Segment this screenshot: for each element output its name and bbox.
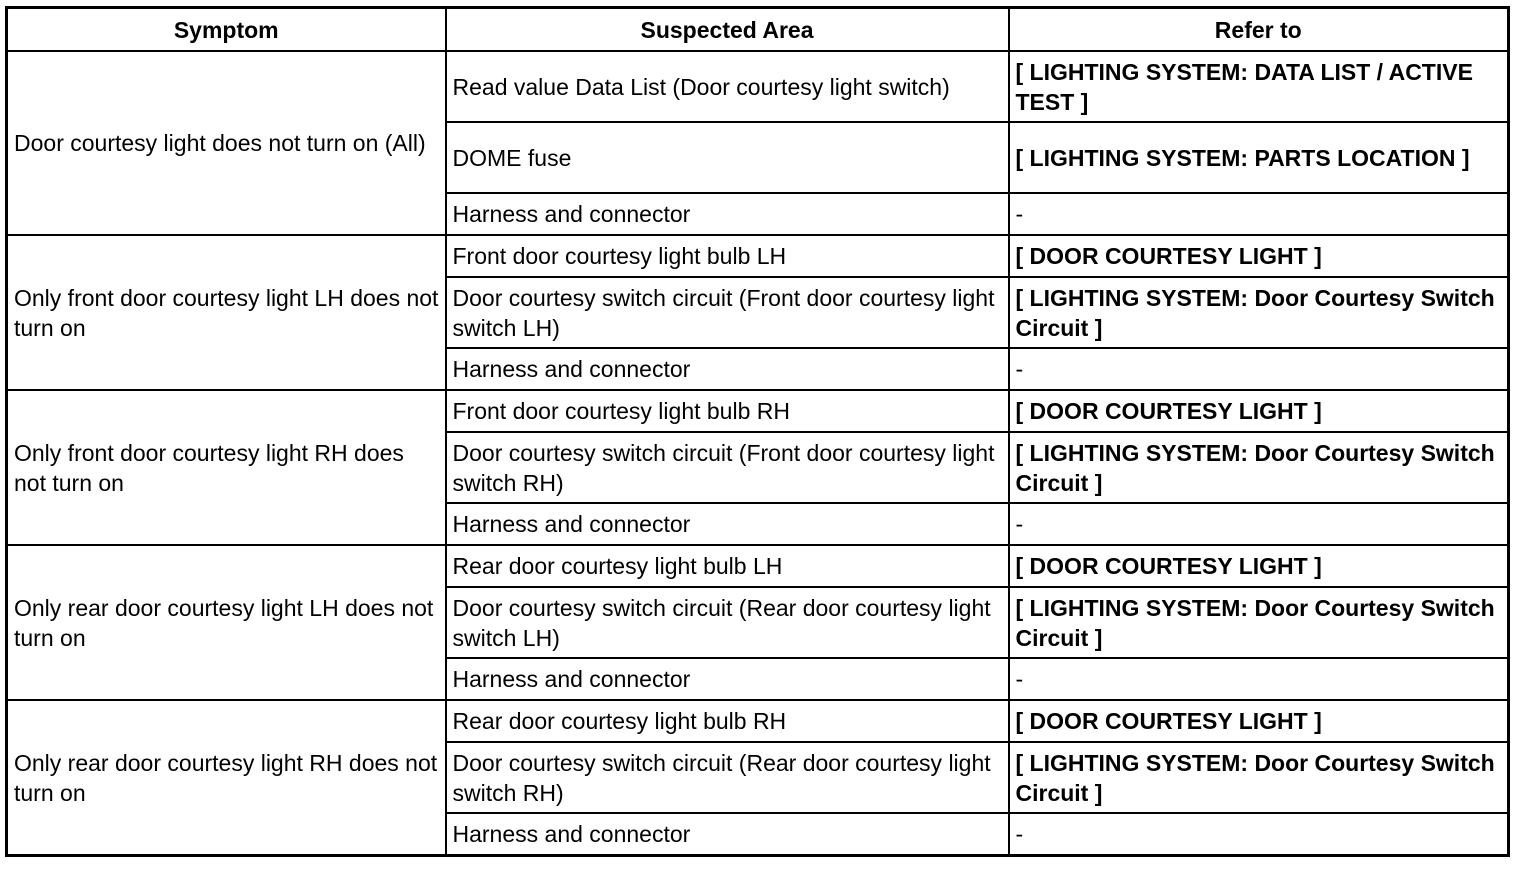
refer-to-cell: - bbox=[1009, 503, 1509, 545]
refer-to-link[interactable]: [ LIGHTING SYSTEM: Door Courtesy Switch Circuit ] bbox=[1009, 277, 1509, 348]
table-row bbox=[7, 390, 1509, 432]
suspected-area-cell: Door courtesy switch circuit (Rear door courtesy light switch RH) bbox=[446, 742, 1009, 813]
troubleshooting-table bbox=[5, 6, 1510, 857]
symptom-cell: Only front door courtesy light LH does not turn on bbox=[7, 235, 446, 390]
suspected-area-cell: Rear door courtesy light bulb RH bbox=[446, 700, 1009, 742]
table-row bbox=[7, 545, 1509, 587]
refer-to-cell: - bbox=[1009, 658, 1509, 700]
refer-to-link[interactable]: [ DOOR COURTESY LIGHT ] bbox=[1009, 235, 1509, 277]
symptom-cell: Only rear door courtesy light LH does not turn on bbox=[7, 545, 446, 700]
suspected-area-cell: Door courtesy switch circuit (Rear door courtesy light switch LH) bbox=[446, 587, 1009, 658]
refer-to-link[interactable]: [ LIGHTING SYSTEM: Door Courtesy Switch Circuit ] bbox=[1009, 742, 1509, 813]
suspected-area-cell: Harness and connector bbox=[446, 348, 1009, 390]
header-symptom: Symptom bbox=[7, 8, 446, 52]
symptom-cell: Door courtesy light does not turn on (All) bbox=[7, 51, 446, 235]
suspected-area-cell: Harness and connector bbox=[446, 193, 1009, 235]
table-row bbox=[7, 700, 1509, 742]
refer-to-link[interactable]: [ LIGHTING SYSTEM: DATA LIST / ACTIVE TEST ] bbox=[1009, 51, 1509, 122]
table-row bbox=[7, 51, 1509, 122]
suspected-area-cell: Door courtesy switch circuit (Front door courtesy light switch LH) bbox=[446, 277, 1009, 348]
header-suspected-area: Suspected Area bbox=[446, 8, 1009, 52]
refer-to-link[interactable]: [ DOOR COURTESY LIGHT ] bbox=[1009, 545, 1509, 587]
symptom-cell: Only rear door courtesy light RH does not turn on bbox=[7, 700, 446, 856]
suspected-area-cell: Harness and connector bbox=[446, 813, 1009, 856]
refer-to-link[interactable]: [ DOOR COURTESY LIGHT ] bbox=[1009, 390, 1509, 432]
suspected-area-cell: Read value Data List (Door courtesy light switch) bbox=[446, 51, 1009, 122]
suspected-area-cell: Harness and connector bbox=[446, 658, 1009, 700]
header-row bbox=[7, 8, 1509, 52]
suspected-area-cell: DOME fuse bbox=[446, 122, 1009, 193]
symptom-cell: Only front door courtesy light RH does not turn on bbox=[7, 390, 446, 545]
refer-to-link[interactable]: [ LIGHTING SYSTEM: Door Courtesy Switch Circuit ] bbox=[1009, 587, 1509, 658]
refer-to-cell: - bbox=[1009, 348, 1509, 390]
troubleshooting-table-container bbox=[5, 6, 1510, 857]
suspected-area-cell: Front door courtesy light bulb LH bbox=[446, 235, 1009, 277]
table-row bbox=[7, 235, 1509, 277]
suspected-area-cell: Harness and connector bbox=[446, 503, 1009, 545]
refer-to-link[interactable]: [ LIGHTING SYSTEM: Door Courtesy Switch Circuit ] bbox=[1009, 432, 1509, 503]
refer-to-cell: - bbox=[1009, 193, 1509, 235]
refer-to-link[interactable]: [ DOOR COURTESY LIGHT ] bbox=[1009, 700, 1509, 742]
refer-to-link[interactable]: [ LIGHTING SYSTEM: PARTS LOCATION ] bbox=[1009, 122, 1509, 193]
suspected-area-cell: Rear door courtesy light bulb LH bbox=[446, 545, 1009, 587]
suspected-area-cell: Front door courtesy light bulb RH bbox=[446, 390, 1009, 432]
refer-to-cell: - bbox=[1009, 813, 1509, 856]
header-refer-to: Refer to bbox=[1009, 8, 1509, 52]
suspected-area-cell: Door courtesy switch circuit (Front door courtesy light switch RH) bbox=[446, 432, 1009, 503]
